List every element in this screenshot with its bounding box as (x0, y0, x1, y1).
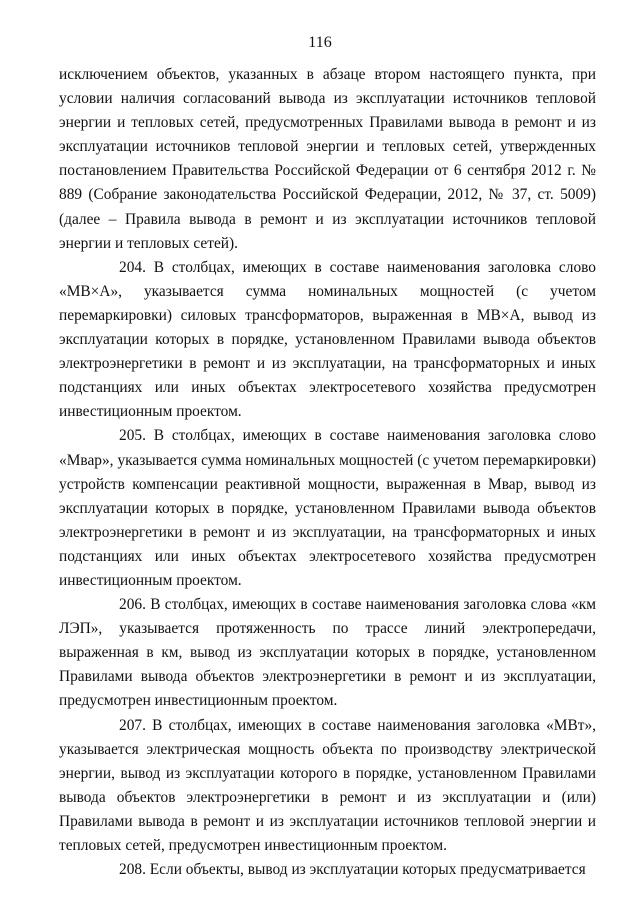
paragraph-204: 204. В столбцах, имеющих в составе наименования заголовка слово «МВ×А», указывается сумма номинальных мощностей (с учетом перемаркировки) силовых трансформаторов, выраженная в МВ×А, вывод из эксплуатации которых в порядке, установленном Правилами вывода объектов электроэнергетики в ремонт и из эксплуатации, на трансформаторных и иных подстанциях или иных объектах электросетевого хозяйства предусмотрен инвестиционным проектом. (59, 258, 596, 421)
paragraph-207: 207. В столбцах, имеющих в составе наименования заголовка «МВт», указывается электрическая мощность объекта по производству электрической энергии, вывод из эксплуатации которого в порядке, установленном Правилами вывода объектов электроэнергетики в ремонт и из эксплуатации и (или) Правилами вывода в ремонт и из эксплуатации источников тепловой энергии и тепловых сетей, предусмотрен инвестиционным проектом. (59, 716, 596, 854)
paragraph-206: 206. В столбцах, имеющих в составе наименования заголовка слова «км ЛЭП», указывается протяженность по трассе линий электропередачи, выраженная в км, вывод из эксплуатации которых в порядке, установленном Правилами вывода объектов электроэнергетики в ремонт и из эксплуатации, предусмотрен инвестиционным проектом. (59, 596, 596, 710)
document-body (59, 63, 596, 882)
paragraph-205: 205. В столбцах, имеющих в составе наименования заголовка слово «Мвар», указывается сумма номинальных мощностей (с учетом перемаркировки) устройств компенсации реактивной мощности, выраженная в Мвар, вывод из эксплуатации которых в порядке, установленном Правилами вывода объектов электроэнергетики в ремонт и из эксплуатации, на трансформаторных и иных подстанциях или иных объектах электросетевого хозяйства предусмотрен инвестиционным проектом. (59, 427, 596, 589)
page-number: 116 (308, 34, 332, 51)
paragraph-continuation: исключением объектов, указанных в абзаце втором настоящего пункта, при условии наличия согласований вывода из эксплуатации источников тепловой энергии и тепловых сетей, предусмотренных Правилами вывода в ремонт и из эксплуатации источников тепловой энергии и тепловых сетей, утвержденных постановлением Правительства Российской Федерации от 6 сентября 2012 г. № 889 (Собрание законодательства Российской Федерации, 2012, № 37, ст. 5009) (далее – Правила вывода в ремонт и из эксплуатации источников тепловой энергии и тепловых сетей). (59, 66, 596, 252)
paragraph-208: 208. Если объекты, вывод из эксплуатации которых предусматривается (119, 861, 586, 879)
